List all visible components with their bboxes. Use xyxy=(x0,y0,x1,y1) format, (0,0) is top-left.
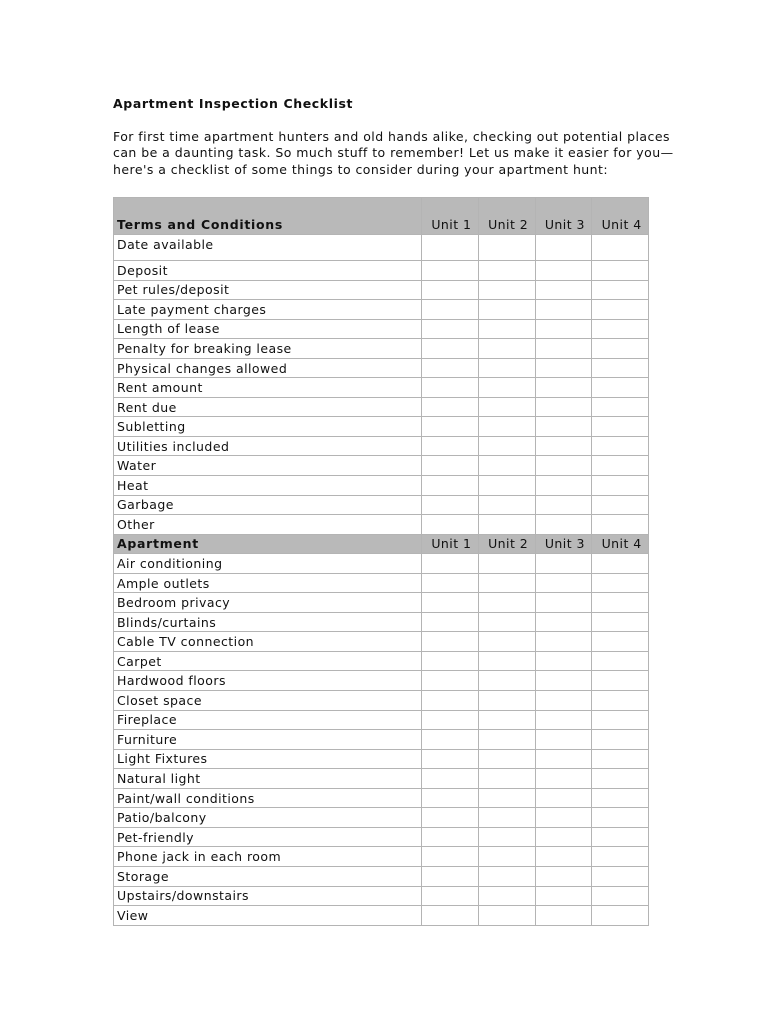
checklist-item-label: Length of lease xyxy=(114,319,422,339)
checklist-item-label: Rent due xyxy=(114,397,422,417)
unit-check-cell[interactable] xyxy=(535,280,592,300)
checklist-row xyxy=(114,456,649,476)
checklist-row xyxy=(114,612,649,632)
checklist-row xyxy=(114,710,649,730)
checklist-item-label: Other xyxy=(114,515,422,535)
unit-check-cell[interactable] xyxy=(478,358,535,378)
unit-check-cell[interactable] xyxy=(478,476,535,496)
unit-check-cell[interactable] xyxy=(422,749,479,769)
unit-check-cell[interactable] xyxy=(592,827,649,847)
unit-check-cell[interactable] xyxy=(422,436,479,456)
unit-check-cell[interactable] xyxy=(478,632,535,652)
unit-check-cell[interactable] xyxy=(422,235,479,261)
checklist-row xyxy=(114,847,649,867)
checklist-row xyxy=(114,397,649,417)
unit-check-cell[interactable] xyxy=(592,573,649,593)
unit-check-cell[interactable] xyxy=(478,730,535,750)
unit-check-cell[interactable] xyxy=(422,730,479,750)
checklist-item-label: Bedroom privacy xyxy=(114,593,422,613)
unit-check-cell[interactable] xyxy=(535,378,592,398)
unit-check-cell[interactable] xyxy=(422,280,479,300)
checklist-item-label: Utilities included xyxy=(114,436,422,456)
checklist-item-label: Physical changes allowed xyxy=(114,358,422,378)
unit-check-cell[interactable] xyxy=(422,573,479,593)
unit-check-cell[interactable] xyxy=(592,749,649,769)
unit-check-cell[interactable] xyxy=(535,788,592,808)
unit-check-cell[interactable] xyxy=(422,827,479,847)
checklist-row xyxy=(114,769,649,789)
unit-check-cell[interactable] xyxy=(422,515,479,535)
unit-column-header: Unit 3 xyxy=(535,534,592,554)
unit-check-cell[interactable] xyxy=(592,710,649,730)
unit-check-cell[interactable] xyxy=(592,730,649,750)
section-heading: Terms and Conditions xyxy=(114,198,422,235)
unit-check-cell[interactable] xyxy=(478,671,535,691)
unit-check-cell[interactable] xyxy=(535,651,592,671)
unit-check-cell[interactable] xyxy=(478,397,535,417)
unit-check-cell[interactable] xyxy=(478,417,535,437)
unit-check-cell[interactable] xyxy=(535,235,592,261)
unit-check-cell[interactable] xyxy=(592,788,649,808)
unit-check-cell[interactable] xyxy=(535,866,592,886)
unit-check-cell[interactable] xyxy=(422,300,479,320)
unit-check-cell[interactable] xyxy=(422,339,479,359)
unit-check-cell[interactable] xyxy=(422,319,479,339)
unit-check-cell[interactable] xyxy=(478,300,535,320)
checklist-body xyxy=(114,198,649,926)
section-heading: Apartment xyxy=(114,534,422,554)
checklist-item-label: Penalty for breaking lease xyxy=(114,339,422,359)
unit-check-cell[interactable] xyxy=(535,436,592,456)
unit-check-cell[interactable] xyxy=(535,827,592,847)
checklist-row xyxy=(114,300,649,320)
unit-check-cell[interactable] xyxy=(592,769,649,789)
checklist-item-label: Carpet xyxy=(114,651,422,671)
checklist-item-label: Subletting xyxy=(114,417,422,437)
unit-check-cell[interactable] xyxy=(535,612,592,632)
unit-check-cell[interactable] xyxy=(422,866,479,886)
intro-line: here's a checklist of some things to consider during your apartment hunt: xyxy=(113,161,609,177)
unit-column-header: Unit 2 xyxy=(478,534,535,554)
checklist-item-label: Light Fixtures xyxy=(114,749,422,769)
checklist-item-label: Garbage xyxy=(114,495,422,515)
unit-check-cell[interactable] xyxy=(535,906,592,926)
unit-check-cell[interactable] xyxy=(592,261,649,281)
unit-check-cell[interactable] xyxy=(478,495,535,515)
unit-check-cell[interactable] xyxy=(422,495,479,515)
unit-check-cell[interactable] xyxy=(422,847,479,867)
unit-check-cell[interactable] xyxy=(592,632,649,652)
checklist-row xyxy=(114,906,649,926)
unit-column-header: Unit 3 xyxy=(535,198,592,235)
checklist-row xyxy=(114,339,649,359)
checklist-row xyxy=(114,515,649,535)
unit-check-cell[interactable] xyxy=(592,319,649,339)
unit-column-header: Unit 1 xyxy=(422,198,479,235)
unit-check-cell[interactable] xyxy=(592,456,649,476)
unit-check-cell[interactable] xyxy=(478,456,535,476)
unit-column-header: Unit 4 xyxy=(592,534,649,554)
checklist-row xyxy=(114,261,649,281)
unit-check-cell[interactable] xyxy=(535,886,592,906)
unit-check-cell[interactable] xyxy=(592,886,649,906)
checklist-item-label: Heat xyxy=(114,476,422,496)
unit-check-cell[interactable] xyxy=(478,906,535,926)
unit-check-cell[interactable] xyxy=(535,397,592,417)
unit-check-cell[interactable] xyxy=(478,436,535,456)
unit-check-cell[interactable] xyxy=(422,788,479,808)
checklist-item-label: Fireplace xyxy=(114,710,422,730)
unit-check-cell[interactable] xyxy=(422,612,479,632)
checklist-item-label: Closet space xyxy=(114,691,422,711)
intro-line: For first time apartment hunters and old hands alike, checking out potential places xyxy=(113,129,670,144)
unit-check-cell[interactable] xyxy=(422,456,479,476)
checklist-item-label: Cable TV connection xyxy=(114,632,422,652)
unit-check-cell[interactable] xyxy=(422,593,479,613)
checklist-row xyxy=(114,417,649,437)
checklist-item-label: Deposit xyxy=(114,261,422,281)
unit-check-cell[interactable] xyxy=(478,808,535,828)
unit-check-cell[interactable] xyxy=(478,612,535,632)
unit-check-cell[interactable] xyxy=(535,515,592,535)
unit-check-cell[interactable] xyxy=(535,749,592,769)
unit-check-cell[interactable] xyxy=(535,495,592,515)
unit-check-cell[interactable] xyxy=(478,827,535,847)
checklist-item-label: Ample outlets xyxy=(114,573,422,593)
checklist-row xyxy=(114,358,649,378)
unit-check-cell[interactable] xyxy=(592,906,649,926)
unit-check-cell[interactable] xyxy=(478,554,535,574)
checklist-item-label: Hardwood floors xyxy=(114,671,422,691)
unit-check-cell[interactable] xyxy=(478,710,535,730)
checklist-row xyxy=(114,886,649,906)
unit-check-cell[interactable] xyxy=(535,554,592,574)
unit-check-cell[interactable] xyxy=(592,476,649,496)
unit-check-cell[interactable] xyxy=(478,769,535,789)
checklist-table xyxy=(113,197,649,926)
checklist-item-label: Paint/wall conditions xyxy=(114,788,422,808)
unit-column-header: Unit 2 xyxy=(478,198,535,235)
checklist-item-label: Pet-friendly xyxy=(114,827,422,847)
unit-check-cell[interactable] xyxy=(592,671,649,691)
unit-column-header: Unit 4 xyxy=(592,198,649,235)
checklist-item-label: Late payment charges xyxy=(114,300,422,320)
unit-check-cell[interactable] xyxy=(422,710,479,730)
checklist-item-label: Water xyxy=(114,456,422,476)
checklist-row xyxy=(114,593,649,613)
unit-check-cell[interactable] xyxy=(478,235,535,261)
unit-check-cell[interactable] xyxy=(478,691,535,711)
unit-check-cell[interactable] xyxy=(535,300,592,320)
unit-check-cell[interactable] xyxy=(535,417,592,437)
unit-check-cell[interactable] xyxy=(592,378,649,398)
checklist-row xyxy=(114,319,649,339)
checklist-row xyxy=(114,749,649,769)
unit-check-cell[interactable] xyxy=(592,554,649,574)
unit-check-cell[interactable] xyxy=(478,886,535,906)
unit-check-cell[interactable] xyxy=(535,710,592,730)
checklist-row xyxy=(114,378,649,398)
unit-check-cell[interactable] xyxy=(592,436,649,456)
unit-check-cell[interactable] xyxy=(535,632,592,652)
checklist-item-label: Storage xyxy=(114,866,422,886)
checklist-item-label: Patio/balcony xyxy=(114,808,422,828)
unit-check-cell[interactable] xyxy=(478,573,535,593)
unit-check-cell[interactable] xyxy=(478,339,535,359)
unit-check-cell[interactable] xyxy=(592,593,649,613)
unit-check-cell[interactable] xyxy=(478,593,535,613)
intro-line: can be a daunting task. So much stuff to remember! Let us make it easier for you— xyxy=(113,145,674,161)
unit-check-cell[interactable] xyxy=(592,651,649,671)
unit-check-cell[interactable] xyxy=(592,495,649,515)
checklist-row xyxy=(114,554,649,574)
checklist-item-label: Natural light xyxy=(114,769,422,789)
checklist-item-label: View xyxy=(114,906,422,926)
unit-check-cell[interactable] xyxy=(535,319,592,339)
unit-check-cell[interactable] xyxy=(535,358,592,378)
unit-check-cell[interactable] xyxy=(535,573,592,593)
checklist-row xyxy=(114,495,649,515)
checklist-item-label: Date available xyxy=(114,235,422,261)
unit-check-cell[interactable] xyxy=(422,261,479,281)
unit-check-cell[interactable] xyxy=(422,651,479,671)
unit-check-cell[interactable] xyxy=(592,808,649,828)
checklist-row xyxy=(114,730,649,750)
unit-check-cell[interactable] xyxy=(592,358,649,378)
unit-check-cell[interactable] xyxy=(535,593,592,613)
unit-check-cell[interactable] xyxy=(478,378,535,398)
unit-check-cell[interactable] xyxy=(422,671,479,691)
unit-check-cell[interactable] xyxy=(478,319,535,339)
unit-check-cell[interactable] xyxy=(535,691,592,711)
unit-check-cell[interactable] xyxy=(422,397,479,417)
checklist-row xyxy=(114,235,649,261)
checklist-row xyxy=(114,573,649,593)
checklist-item-label: Furniture xyxy=(114,730,422,750)
checklist-row xyxy=(114,280,649,300)
checklist-row xyxy=(114,788,649,808)
unit-check-cell[interactable] xyxy=(478,651,535,671)
checklist-row xyxy=(114,476,649,496)
unit-check-cell[interactable] xyxy=(592,612,649,632)
unit-column-header: Unit 1 xyxy=(422,534,479,554)
unit-check-cell[interactable] xyxy=(592,691,649,711)
unit-check-cell[interactable] xyxy=(535,847,592,867)
unit-check-cell[interactable] xyxy=(478,515,535,535)
unit-check-cell[interactable] xyxy=(535,730,592,750)
unit-check-cell[interactable] xyxy=(422,476,479,496)
unit-check-cell[interactable] xyxy=(422,417,479,437)
unit-check-cell[interactable] xyxy=(592,397,649,417)
unit-check-cell[interactable] xyxy=(478,866,535,886)
unit-check-cell[interactable] xyxy=(422,358,479,378)
checklist-item-label: Pet rules/deposit xyxy=(114,280,422,300)
unit-check-cell[interactable] xyxy=(592,515,649,535)
section-header-row xyxy=(114,534,649,554)
unit-check-cell[interactable] xyxy=(478,788,535,808)
unit-check-cell[interactable] xyxy=(535,339,592,359)
checklist-row xyxy=(114,691,649,711)
unit-check-cell[interactable] xyxy=(592,339,649,359)
unit-check-cell[interactable] xyxy=(592,847,649,867)
unit-check-cell[interactable] xyxy=(535,261,592,281)
unit-check-cell[interactable] xyxy=(535,769,592,789)
unit-check-cell[interactable] xyxy=(535,476,592,496)
unit-check-cell[interactable] xyxy=(592,280,649,300)
checklist-row xyxy=(114,866,649,886)
checklist-row xyxy=(114,808,649,828)
checklist-row xyxy=(114,632,649,652)
checklist-item-label: Phone jack in each room xyxy=(114,847,422,867)
unit-check-cell[interactable] xyxy=(422,886,479,906)
checklist-row xyxy=(114,436,649,456)
unit-check-cell[interactable] xyxy=(422,554,479,574)
unit-check-cell[interactable] xyxy=(592,417,649,437)
unit-check-cell[interactable] xyxy=(535,671,592,691)
unit-check-cell[interactable] xyxy=(592,235,649,261)
unit-check-cell[interactable] xyxy=(478,261,535,281)
unit-check-cell[interactable] xyxy=(535,808,592,828)
checklist-item-label: Blinds/curtains xyxy=(114,612,422,632)
section-header-row xyxy=(114,198,649,235)
unit-check-cell[interactable] xyxy=(592,866,649,886)
checklist-row xyxy=(114,651,649,671)
checklist-item-label: Rent amount xyxy=(114,378,422,398)
unit-check-cell[interactable] xyxy=(422,378,479,398)
unit-check-cell[interactable] xyxy=(422,808,479,828)
unit-check-cell[interactable] xyxy=(478,280,535,300)
document-title: Apartment Inspection Checklist xyxy=(113,96,354,111)
unit-check-cell[interactable] xyxy=(592,300,649,320)
checklist-item-label: Upstairs/downstairs xyxy=(114,886,422,906)
unit-check-cell[interactable] xyxy=(422,691,479,711)
unit-check-cell[interactable] xyxy=(422,769,479,789)
unit-check-cell[interactable] xyxy=(422,906,479,926)
unit-check-cell[interactable] xyxy=(422,632,479,652)
unit-check-cell[interactable] xyxy=(478,847,535,867)
unit-check-cell[interactable] xyxy=(535,456,592,476)
checklist-row xyxy=(114,827,649,847)
intro-paragraph xyxy=(113,129,674,178)
checklist-item-label: Air conditioning xyxy=(114,554,422,574)
unit-check-cell[interactable] xyxy=(478,749,535,769)
checklist-row xyxy=(114,671,649,691)
